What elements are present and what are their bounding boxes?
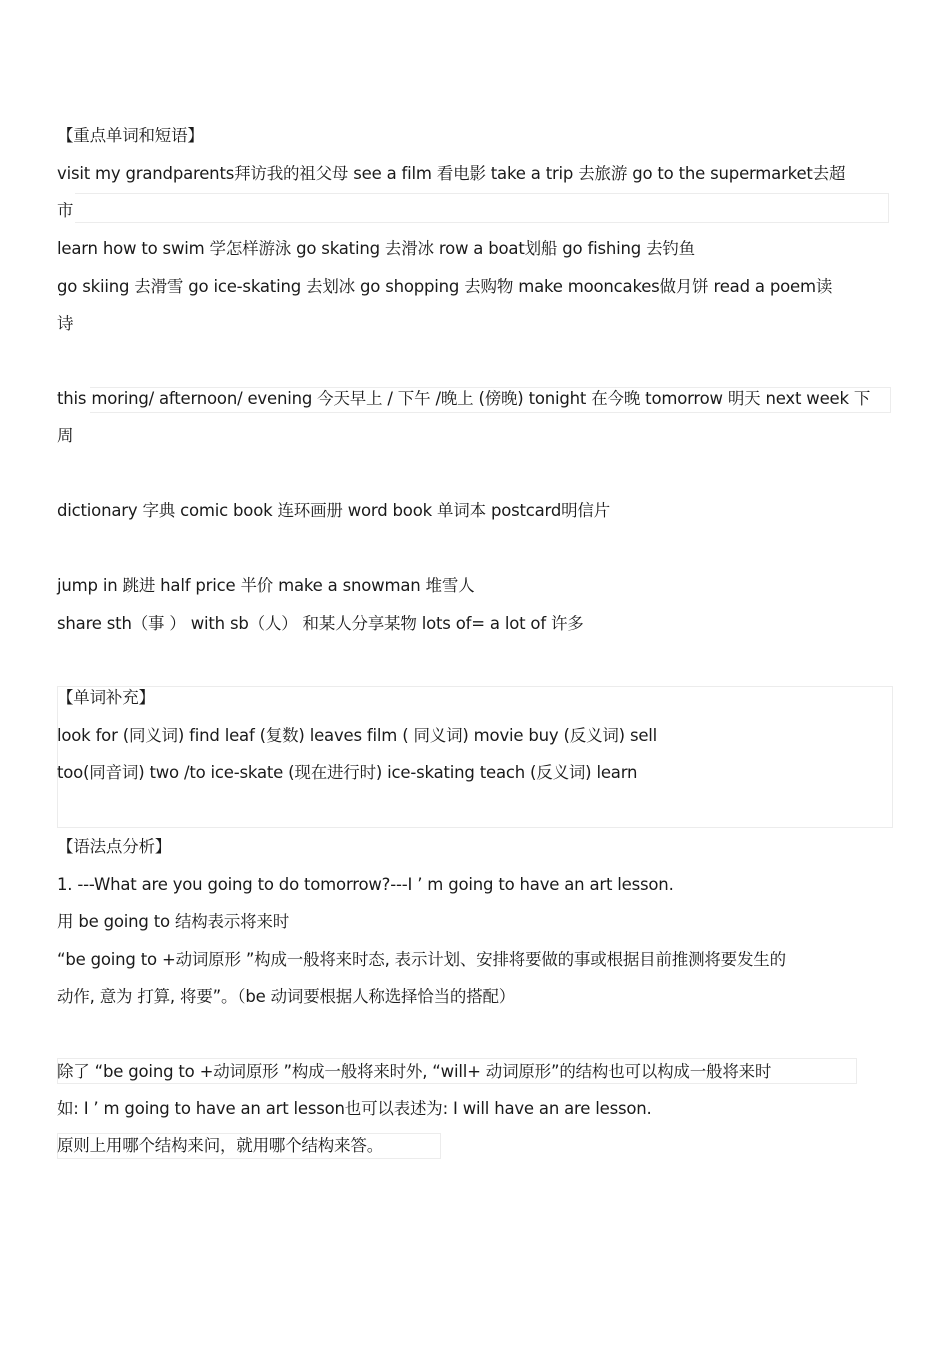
text-line: look for (同义词) find leaf (复数) leaves film ( 同义词) movie buy (反义词) sell [57,726,658,745]
scan-box [57,686,893,828]
text-line: jump in 跳进 half price 半价 make a snowman 堆雪人 [57,576,475,595]
section-heading-grammar: 【语法点分析】 [57,837,172,856]
text-line: 市 [57,201,74,220]
text-line: visit my grandparents拜访我的祖父母 see a film 看电影 take a trip 去旅游 go to the supermarket去超 [57,164,846,183]
text-line: 如: I ’ m going to have an art lesson也可以表述为: I will have an are lesson. [57,1099,652,1118]
text-line: learn how to swim 学怎样游泳 go skating 去滑冰 row a boat划船 go fishing 去钓鱼 [57,239,695,258]
text-line: go skiing 去滑雪 go ice-skating 去划冰 go shopping 去购物 make mooncakes做月饼 read a poem读 [57,277,833,296]
text-line: 原则上用哪个结构来问，就用哪个结构来答。 [57,1136,384,1155]
text-line: dictionary 字典 comic book 连环画册 word book 单词本 postcard明信片 [57,501,611,520]
scan-box [75,193,889,223]
text-line: 用 be going to 结构表示将来时 [57,912,290,931]
section-heading-word-supplement: 【单词补充】 [57,688,155,707]
text-line: 周 [57,426,74,445]
text-line: 除了 “be going to +动词原形 ”构成一般将来时外, “will+ 动词原形”的结构也可以构成一般将来时 [57,1062,772,1081]
text-line: share sth（事 ） with sb（人） 和某人分享某物 lots of= a lot of 许多 [57,614,584,633]
text-line: too(同音词) two /to ice-skate (现在进行时) ice-skating teach (反义词) learn [57,763,638,782]
text-line: “be going to +动词原形 ”构成一般将来时态, 表示计划、安排将要做的事或根据目前推测将要发生的 [57,950,786,969]
text-line: 诗 [57,314,74,333]
text-line: 1. ---What are you going to do tomorrow?---I ’ m going to have an art lesson. [57,875,674,894]
text-line: 动作, 意为 打算, 将要”。（be 动词要根据人称选择恰当的搭配） [57,987,516,1006]
section-heading-key-words: 【重点单词和短语】 [57,126,204,145]
text-line: this moring/ afternoon/ evening 今天早上 / 下午 /晚上 (傍晚) tonight 在今晚 tomorrow 明天 next week 下 [57,389,871,408]
